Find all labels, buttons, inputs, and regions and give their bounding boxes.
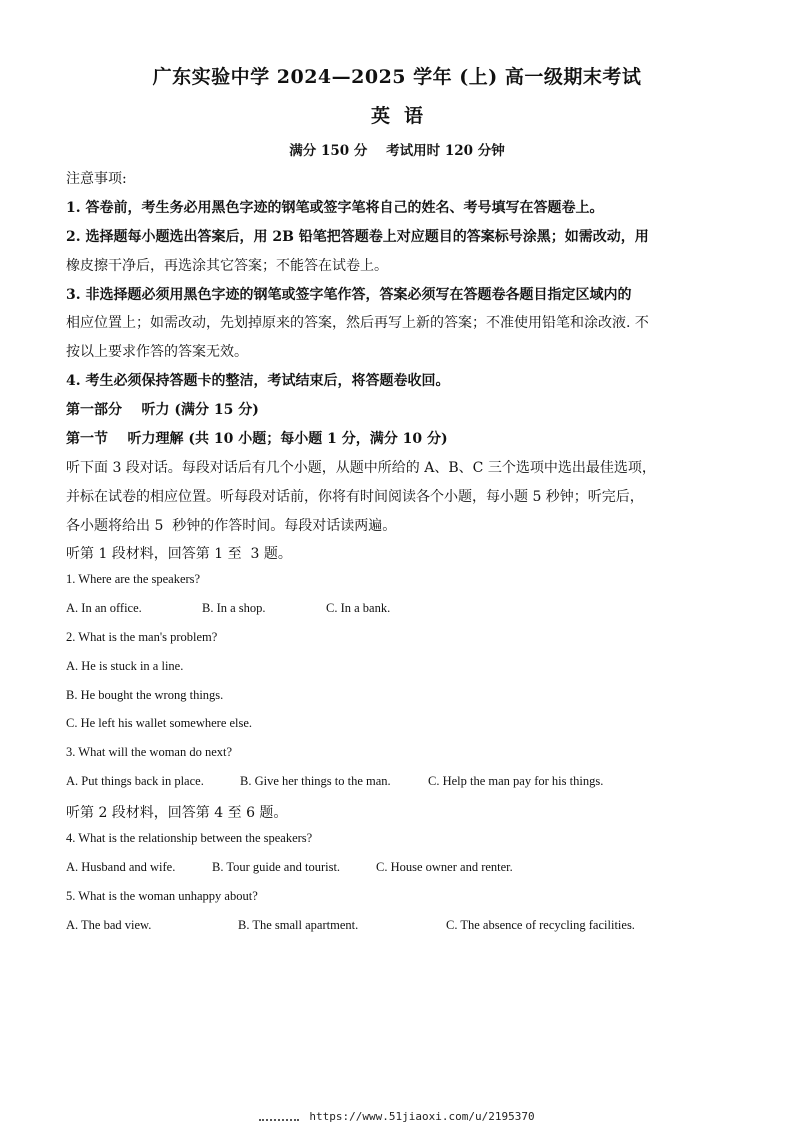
notice-item: 相应位置上；如需改动，先划掉原来的答案，然后再写上新的答案；不准使用铅笔和涂改液. 不	[66, 315, 649, 331]
material-heading: 听第 1 段材料，回答第 1 至 3 题。	[66, 546, 292, 562]
option-a: A. The bad view.	[66, 918, 152, 932]
option-a: A. He is stuck in a line.	[66, 659, 184, 673]
material-heading: 听第 2 段材料，回答第 4 至 6 题。	[66, 805, 288, 821]
footer-url[interactable]	[0, 1110, 794, 1123]
option-b: B. The small apartment.	[238, 918, 359, 932]
score-info: 满分 150 分 考试用时 120 分钟	[289, 143, 505, 159]
exam-title: 广东实验中学 2024—2025 学年 (上) 高一级期末考试	[152, 66, 642, 88]
option-b: B. Tour guide and tourist.	[212, 860, 341, 874]
option-c: C. He left his wallet somewhere else.	[66, 716, 253, 730]
question-stem: 2. What is the man's problem?	[66, 630, 218, 644]
option-a: A. Husband and wife.	[66, 860, 176, 874]
option-c: C. Help the man pay for his things.	[428, 774, 604, 788]
notice-item: 2. 选择题每小题选出答案后，用 2B 铅笔把答题卷上对应题目的答案标号涂黑；如需改动，用	[66, 229, 649, 245]
option-b: B. He bought the wrong things.	[66, 688, 224, 702]
question-stem: 1. Where are the speakers?	[66, 572, 201, 586]
notice-item: 1. 答卷前，考生务必用黑色字迹的钢笔或签字笔将自己的姓名、考号填写在答题卷上。	[66, 200, 604, 216]
question-stem: 5. What is the woman unhappy about?	[66, 889, 258, 903]
notice-item: 橡皮擦干净后，再选涂其它答案；不能答在试卷上。	[66, 258, 388, 274]
option-b: B. In a shop.	[202, 601, 266, 615]
option-c: C. The absence of recycling facilities.	[446, 918, 635, 932]
section1-heading: 第一节 听力理解 (共 10 小题；每小题 1 分，满分 10 分)	[66, 431, 448, 447]
subject-title: 英语	[370, 105, 437, 127]
option-c: C. In a bank.	[326, 601, 391, 615]
notice-item: 按以上要求作答的答案无效。	[66, 344, 248, 360]
footer-watermark-icon	[259, 1113, 299, 1121]
option-a: A. Put things back in place.	[66, 774, 204, 788]
option-b: B. Give her things to the man.	[240, 774, 391, 788]
question-stem: 4. What is the relationship between the speakers?	[66, 831, 313, 845]
notice-item: 4. 考生必须保持答题卡的整洁，考试结束后，将答题卷收回。	[66, 373, 450, 389]
instruction-line: 并标在试卷的相应位置。听每段对话前，你将有时间阅读各个小题，每小题 5 秒钟；听完后，	[66, 489, 644, 505]
instruction-line: 各小题将给出 5 秒钟的作答时间。每段对话读两遍。	[66, 518, 397, 534]
instruction-line: 听下面 3 段对话。每段对话后有几个小题，从题中所给的 A、B、C 三个选项中选出最佳选项，	[66, 460, 656, 476]
footer-url-text[interactable]: https://www.51jiaoxi.com/u/2195370	[309, 1110, 535, 1123]
option-c: C. House owner and renter.	[376, 860, 513, 874]
question-stem: 3. What will the woman do next?	[66, 745, 233, 759]
notice-heading: 注意事项:	[66, 171, 127, 187]
part1-heading: 第一部分 听力 (满分 15 分)	[66, 402, 259, 418]
option-a: A. In an office.	[66, 601, 142, 615]
notice-item: 3. 非选择题必须用黑色字迹的钢笔或签字笔作答，答案必须写在答题卷各题目指定区域内的	[66, 287, 632, 303]
